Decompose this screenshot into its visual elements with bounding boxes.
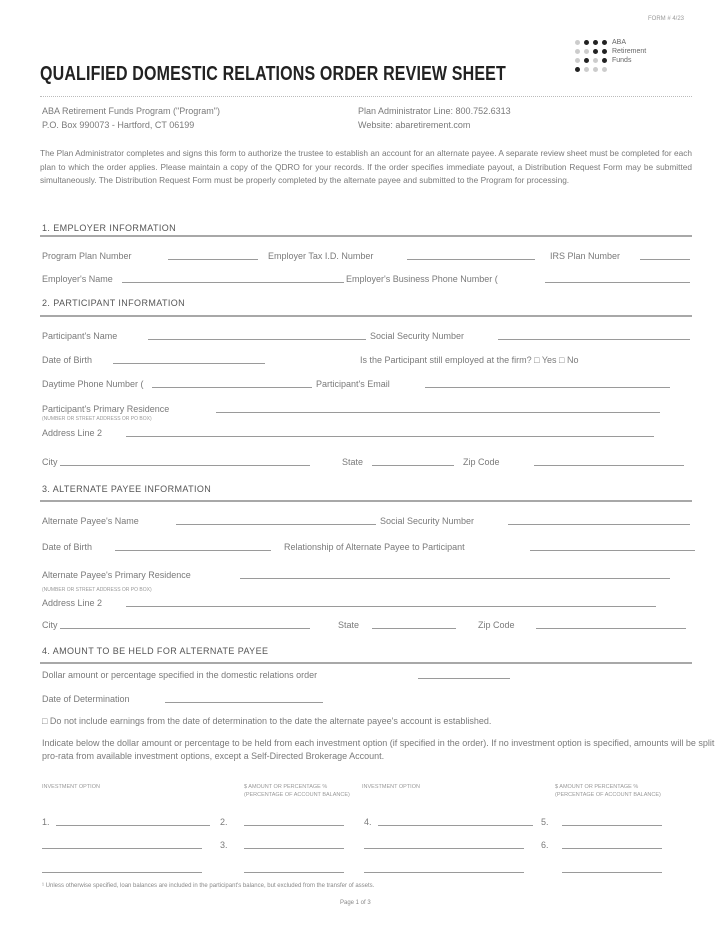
- participant-address2-field[interactable]: [126, 436, 654, 437]
- dollar-amount-field[interactable]: [418, 678, 510, 679]
- option-1-field[interactable]: [56, 825, 210, 826]
- payee-name-field[interactable]: [176, 524, 376, 525]
- program-plan-field[interactable]: [168, 259, 258, 260]
- participant-state-field[interactable]: [372, 465, 454, 466]
- program-address: P.O. Box 990073 - Hartford, CT 06199: [42, 120, 195, 130]
- amount-1-field[interactable]: [244, 825, 344, 826]
- irs-plan-field[interactable]: [640, 259, 690, 260]
- tax-id-field[interactable]: [407, 259, 535, 260]
- website: Website: abaretirement.com: [358, 120, 471, 130]
- option-3-field[interactable]: [42, 872, 202, 873]
- footnote: ¹ Unless otherwise specified, loan balances are included in the participant's balance, but excluded from the transfer of assets.: [42, 883, 375, 889]
- amount-6-field[interactable]: [562, 872, 662, 873]
- participant-zip-field[interactable]: [534, 465, 684, 466]
- payee-ssn-field[interactable]: [508, 524, 690, 525]
- relationship-field[interactable]: [530, 550, 695, 551]
- page-number: Page 1 of 3: [340, 900, 371, 906]
- intro-text: The Plan Administrator completes and signs this form to authorize the trustee to establish an account for an alternate payee. A separate review sheet must be completed for each plan to which the order applies. Please maintain a copy of the QDRO for your records. If the order specifies immediate payout, a Distribution Request Form may be submitted simultaneously. The Distribution Request Form must be properly completed by the alternate payee and submitted to the Program for processing.: [40, 148, 692, 185]
- program-name: ABA Retirement Funds Program ("Program"): [42, 106, 220, 116]
- participant-city-field[interactable]: [60, 465, 310, 466]
- participant-residence-field[interactable]: [216, 412, 660, 413]
- business-phone-field[interactable]: [545, 282, 690, 283]
- amount-3-field[interactable]: [244, 872, 344, 873]
- participant-name-field[interactable]: [148, 339, 366, 340]
- participant-ssn-field[interactable]: [498, 339, 690, 340]
- participant-phone-field[interactable]: [152, 387, 312, 388]
- earnings-checkbox[interactable]: □ Do not include earnings from the date of determination to the date the alternate payee's account is established.: [42, 716, 492, 726]
- amount-5-field[interactable]: [562, 848, 662, 849]
- payee-zip-field[interactable]: [536, 628, 686, 629]
- payee-dob-field[interactable]: [115, 550, 271, 551]
- option-5-field[interactable]: [364, 848, 524, 849]
- form-code: FORM # 4/23: [648, 16, 685, 22]
- page-title: QUALIFIED DOMESTIC RELATIONS ORDER REVIEW SHEET: [40, 63, 506, 85]
- payee-city-field[interactable]: [60, 628, 310, 629]
- section-2-header: 2. PARTICIPANT INFORMATION: [42, 298, 186, 308]
- payee-state-field[interactable]: [372, 628, 456, 629]
- amount-2-field[interactable]: [244, 848, 344, 849]
- section-4-header: 4. AMOUNT TO BE HELD FOR ALTERNATE PAYEE: [42, 646, 269, 656]
- participant-email-field[interactable]: [425, 387, 670, 388]
- option-4-field[interactable]: [378, 825, 533, 826]
- option-2-field[interactable]: [42, 848, 202, 849]
- still-employed-checkboxes[interactable]: Is the Participant still employed at the firm? □ Yes □ No: [360, 355, 579, 365]
- admin-phone: Plan Administrator Line: 800.752.6313: [358, 106, 511, 116]
- section-1-header: 1. EMPLOYER INFORMATION: [42, 223, 177, 233]
- employer-name-field[interactable]: [122, 282, 344, 283]
- payee-address2-field[interactable]: [126, 606, 656, 607]
- section-3-header: 3. ALTERNATE PAYEE INFORMATION: [42, 484, 212, 494]
- option-6-field[interactable]: [364, 872, 524, 873]
- determination-date-field[interactable]: [165, 702, 323, 703]
- amount-4-field[interactable]: [562, 825, 662, 826]
- payee-residence-field[interactable]: [240, 578, 670, 579]
- participant-dob-field[interactable]: [113, 363, 265, 364]
- divider: [40, 96, 692, 97]
